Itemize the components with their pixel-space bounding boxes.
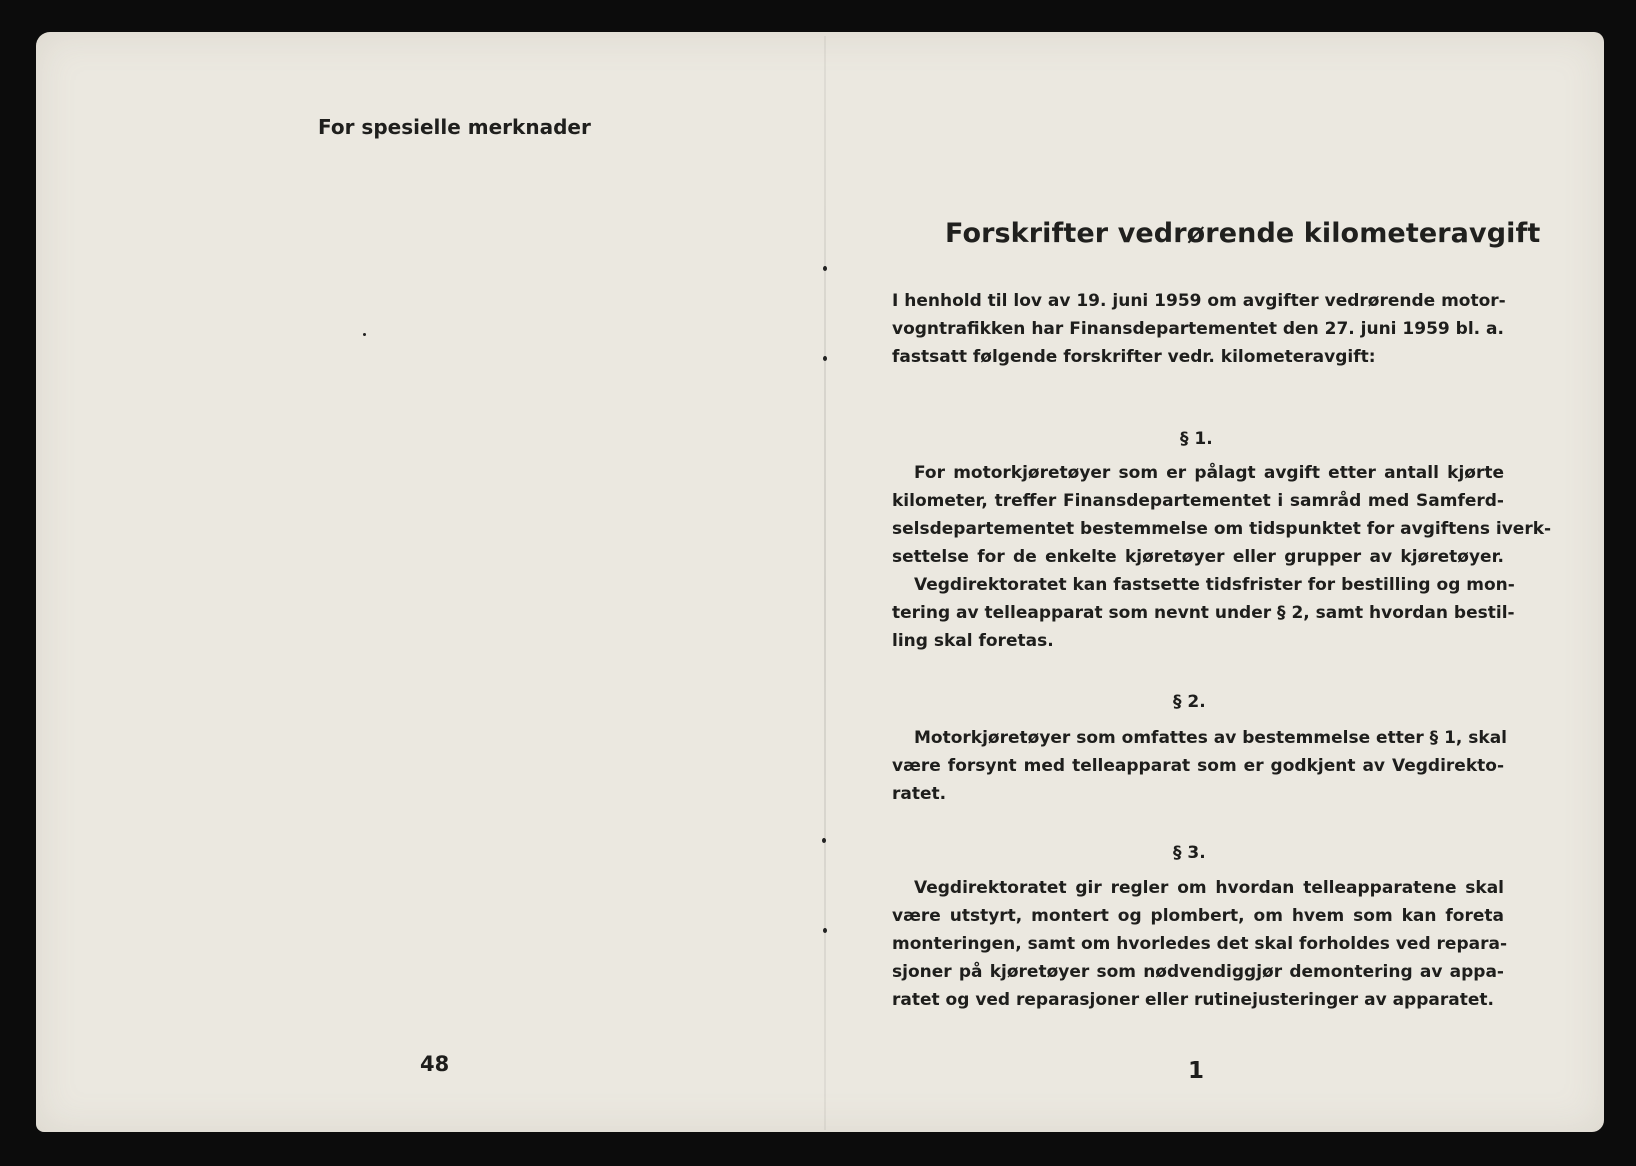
- text-line: I henhold til lov av 19. juni 1959 om avgifter vedrørende motor-: [892, 291, 1506, 311]
- binding-hole: [823, 356, 827, 361]
- text-line: ling skal foretas.: [892, 631, 1054, 651]
- binding-hole: [823, 266, 827, 271]
- text-line: Vegdirektoratet gir regler om hvordan telleapparatene skal: [914, 878, 1504, 898]
- text-line: være forsynt med telleapparat som er godkjent av Vegdirekto-: [892, 756, 1504, 776]
- binding-hole: [822, 838, 826, 843]
- binding-hole: [823, 928, 827, 933]
- text-line: Motorkjøretøyer som omfattes av bestemmelse etter § 1, skal: [914, 728, 1507, 748]
- text-line: For motorkjøretøyer som er pålagt avgift etter antall kjørte: [914, 463, 1504, 483]
- section-1-heading: § 1.: [1180, 429, 1213, 449]
- section-1-paragraph-2: [892, 571, 1515, 655]
- paper-speck: [363, 333, 366, 336]
- text-line: være utstyrt, montert og plombert, om hvem som kan foreta: [892, 906, 1504, 926]
- text-line: ratet.: [892, 784, 947, 804]
- text-line: ratet og ved reparasjoner eller rutinejusteringer av apparatet.: [892, 990, 1494, 1010]
- text-line: monteringen, samt om hvorledes det skal forholdes ved repara-: [892, 934, 1507, 954]
- right-page-number: 1: [1188, 1058, 1205, 1084]
- section-2-heading: § 2.: [1173, 692, 1206, 712]
- intro-paragraph: [892, 287, 1504, 371]
- text-line: Vegdirektoratet kan fastsette tidsfrister for bestilling og mon-: [914, 575, 1515, 595]
- left-page-number: 48: [420, 1052, 450, 1076]
- text-line: sjoner på kjøretøyer som nødvendiggjør demontering av appa-: [892, 962, 1504, 982]
- left-page-heading: For spesielle merknader: [318, 115, 591, 139]
- text-line: vogntrafikken har Finansdepartementet den 27. juni 1959 bl. a.: [892, 319, 1504, 339]
- section-2-paragraph: [892, 724, 1507, 808]
- text-line: settelse for de enkelte kjøretøyer eller grupper av kjøretøyer.: [892, 547, 1504, 567]
- section-3-paragraph: [892, 874, 1507, 1014]
- section-1-paragraph-1: [892, 459, 1552, 571]
- text-line: tering av telleapparat som nevnt under § 2, samt hvordan bestil-: [892, 603, 1515, 623]
- text-line: selsdepartementet bestemmelse om tidspunktet for avgiftens iverk-: [892, 519, 1552, 539]
- section-3-heading: § 3.: [1173, 843, 1206, 863]
- document-title: Forskrifter vedrørende kilometeravgift: [945, 218, 1541, 249]
- page-fold: [824, 36, 826, 1130]
- text-line: kilometer, treffer Finansdepartementet i samråd med Samferd-: [892, 491, 1504, 511]
- text-line: fastsatt følgende forskrifter vedr. kilometeravgift:: [892, 347, 1376, 367]
